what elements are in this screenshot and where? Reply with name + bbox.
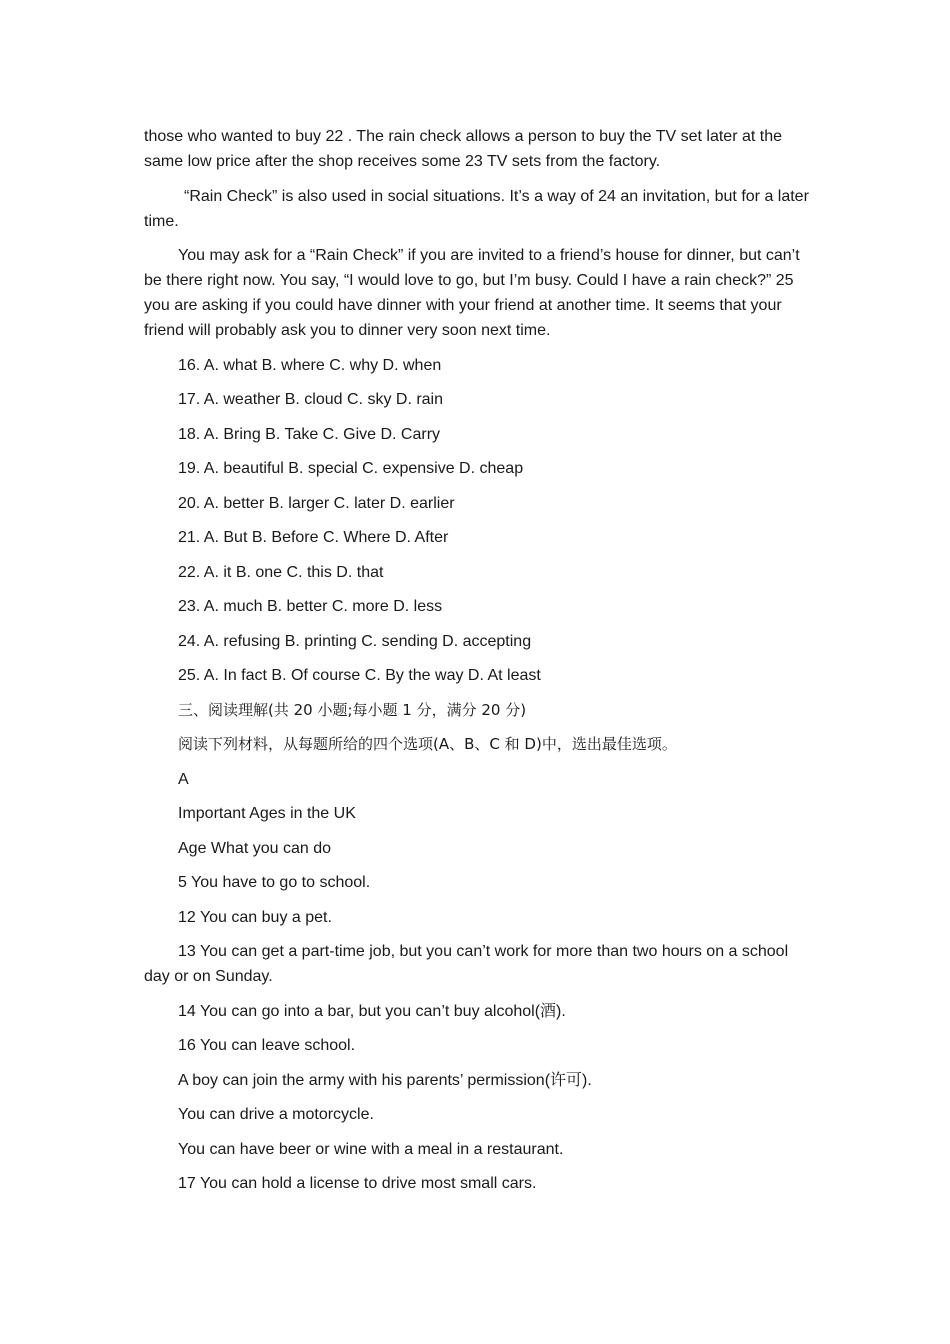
- table-row: You can have beer or wine with a meal in a restaurant.: [178, 1140, 564, 1158]
- document-page: [144, 124, 809, 1206]
- option-item-22: 22. A. it B. one C. this D. that: [178, 563, 384, 581]
- part-label: A: [178, 770, 189, 788]
- table-row: 12 You can buy a pet.: [178, 908, 332, 926]
- passage-continuation: those who wanted to buy 22 . The rain check allows a person to buy the TV set later at the same low price after the shop receives some 23 TV sets from the factory.: [144, 128, 783, 170]
- table-row: 14 You can go into a bar, but you can’t buy alcohol(酒).: [178, 1002, 566, 1020]
- option-item-18: 18. A. Bring B. Take C. Give D. Carry: [178, 425, 441, 443]
- passage-paragraph-social: “Rain Check” is also used in social situations. It’s a way of 24 an invitation, but for a later time.: [144, 187, 809, 230]
- table-row: A boy can join the army with his parents’ permission(许可).: [178, 1071, 592, 1089]
- option-item-16: 16. A. what B. where C. why D. when: [178, 356, 442, 374]
- option-item-25: 25. A. In fact B. Of course C. By the way D. At least: [178, 667, 541, 684]
- option-item-17: 17. A. weather B. cloud C. sky D. rain: [178, 391, 444, 408]
- option-item-23: 23. A. much B. better C. more D. less: [178, 598, 443, 615]
- option-item-20: 20. A. better B. larger C. later D. earlier: [178, 494, 455, 512]
- section-instruction: 阅读下列材料，从每题所给的四个选项(A、B、C 和 D)中，选出最佳选项。: [178, 735, 677, 753]
- table-row: 13 You can get a part-time job, but you can’t work for more than two hours on a school day or on Sunday.: [144, 943, 789, 985]
- option-item-24: 24. A. refusing B. printing C. sending D. accepting: [178, 632, 532, 650]
- table-title: Important Ages in the UK: [178, 805, 356, 822]
- table-header-row: Age What you can do: [178, 839, 331, 857]
- option-item-19: 19. A. beautiful B. special C. expensive D. cheap: [178, 460, 524, 477]
- table-row: You can drive a motorcycle.: [178, 1106, 374, 1123]
- table-row: 17 You can hold a license to drive most small cars.: [178, 1175, 537, 1192]
- table-row: 16 You can leave school.: [178, 1037, 356, 1054]
- option-item-21: 21. A. But B. Before C. Where D. After: [178, 529, 449, 546]
- table-row: 5 You have to go to school.: [178, 874, 371, 891]
- options-list: [144, 353, 809, 689]
- passage-paragraph-dinner: You may ask for a “Rain Check” if you are invited to a friend’s house for dinner, but can’t be there right now. You say, “I would love to go, but I’m busy. Could I have a rain check?” 25 you are asking if you could have dinner with your friend at another time. It seems that your friend will probably ask you to dinner very soon next time.: [144, 247, 800, 339]
- section-heading: 三、阅读理解(共 20 小题;每小题 1 分，满分 20 分): [178, 700, 527, 719]
